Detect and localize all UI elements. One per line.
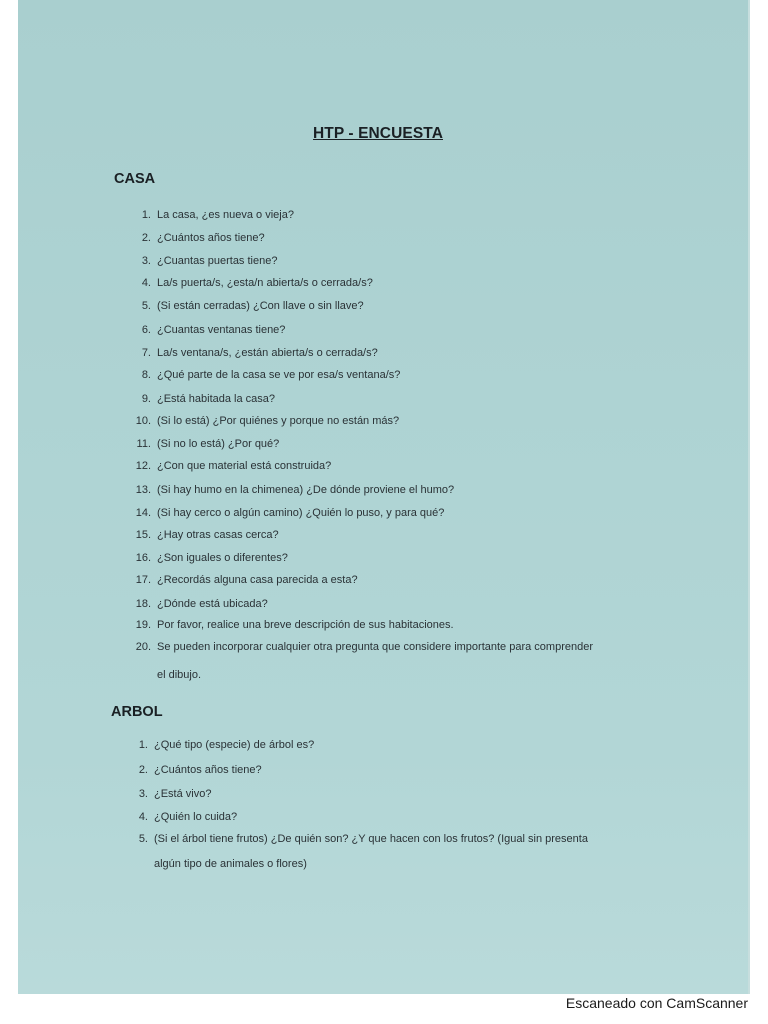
list-item: [138, 788, 212, 800]
question-text: ¿Cuántos años tiene?: [154, 764, 262, 776]
question-number: 17.: [135, 574, 151, 586]
section-heading-arbol: ARBOL: [111, 704, 163, 720]
camscanner-watermark: Escaneado con CamScanner: [565, 995, 748, 1011]
list-item: [138, 811, 238, 823]
question-text: ¿Está vivo?: [154, 788, 212, 800]
list-item: [138, 833, 588, 845]
question-number: 3.: [141, 255, 151, 267]
question-text: ¿Hay otras casas cerca?: [157, 529, 279, 541]
question-text: ¿Qué parte de la casa se ve por esa/s ventana/s?: [157, 369, 401, 381]
question-number: 1.: [141, 209, 151, 221]
question-text: La/s ventana/s, ¿están abierta/s o cerrada/s?: [157, 347, 378, 359]
question-text: Se pueden incorporar cualquier otra pregunta que considere importante para comprender: [157, 641, 593, 653]
question-text: (Si hay humo en la chimenea) ¿De dónde proviene el humo?: [157, 484, 455, 496]
question-number: 14.: [135, 507, 151, 519]
question-text: ¿Cuántos años tiene?: [157, 232, 265, 244]
question-text: ¿Cuantas puertas tiene?: [157, 255, 278, 267]
question-number: 18.: [135, 598, 151, 610]
question-number: 2.: [138, 764, 148, 776]
question-text: (Si están cerradas) ¿Con llave o sin llave?: [157, 300, 364, 312]
list-item: [138, 739, 315, 751]
question-number: 12.: [135, 460, 151, 472]
question-text: ¿Dónde está ubicada?: [157, 598, 268, 610]
question-text: La/s puerta/s, ¿esta/n abierta/s o cerrada/s?: [157, 277, 373, 289]
question-text: (Si no lo está) ¿Por qué?: [157, 438, 280, 450]
question-number: 4.: [141, 277, 151, 289]
question-text: ¿Está habitada la casa?: [157, 393, 276, 405]
question-number: 9.: [141, 393, 151, 405]
question-number: 11.: [136, 438, 151, 450]
list-item: [138, 764, 262, 776]
question-number: 5.: [138, 833, 148, 845]
question-text: ¿Cuantas ventanas tiene?: [157, 324, 286, 336]
question-number: 16.: [135, 552, 151, 564]
question-number: 13.: [135, 484, 151, 496]
question-text: Por favor, realice una breve descripción de sus habitaciones.: [157, 619, 454, 631]
document-title: HTP - ENCUESTA: [312, 125, 443, 142]
question-text: ¿Son iguales o diferentes?: [157, 552, 288, 564]
question-number: 10.: [135, 415, 151, 427]
question-number: 15.: [135, 529, 151, 541]
question-number: 19.: [135, 619, 151, 631]
question-number: 1.: [138, 739, 148, 751]
question-text: La casa, ¿es nueva o vieja?: [157, 209, 294, 221]
question-text: (Si el árbol tiene frutos) ¿De quién son? ¿Y que hacen con los frutos? (Igual sin presenta: [154, 833, 588, 845]
question-text: ¿Quién lo cuida?: [154, 811, 238, 823]
question-number: 6.: [141, 324, 151, 336]
question-text: ¿Con que material está construida?: [157, 460, 332, 472]
section-heading-casa: CASA: [114, 171, 156, 187]
question-number: 8.: [141, 369, 151, 381]
question-number: 4.: [138, 811, 148, 823]
question-text: (Si hay cerco o algún camino) ¿Quién lo puso, y para qué?: [157, 507, 445, 519]
question-text: (Si lo está) ¿Por quiénes y porque no están más?: [157, 415, 400, 427]
question-number: 3.: [138, 788, 148, 800]
question-text: ¿Qué tipo (especie) de árbol es?: [154, 739, 315, 751]
question-continuation: algún tipo de animales o flores): [154, 858, 307, 870]
question-continuation: el dibujo.: [157, 669, 202, 681]
question-number: 7.: [141, 347, 151, 359]
question-text: ¿Recordás alguna casa parecida a esta?: [157, 574, 358, 586]
question-number: 2.: [141, 232, 151, 244]
question-number: 20.: [135, 641, 151, 653]
question-number: 5.: [141, 300, 151, 312]
